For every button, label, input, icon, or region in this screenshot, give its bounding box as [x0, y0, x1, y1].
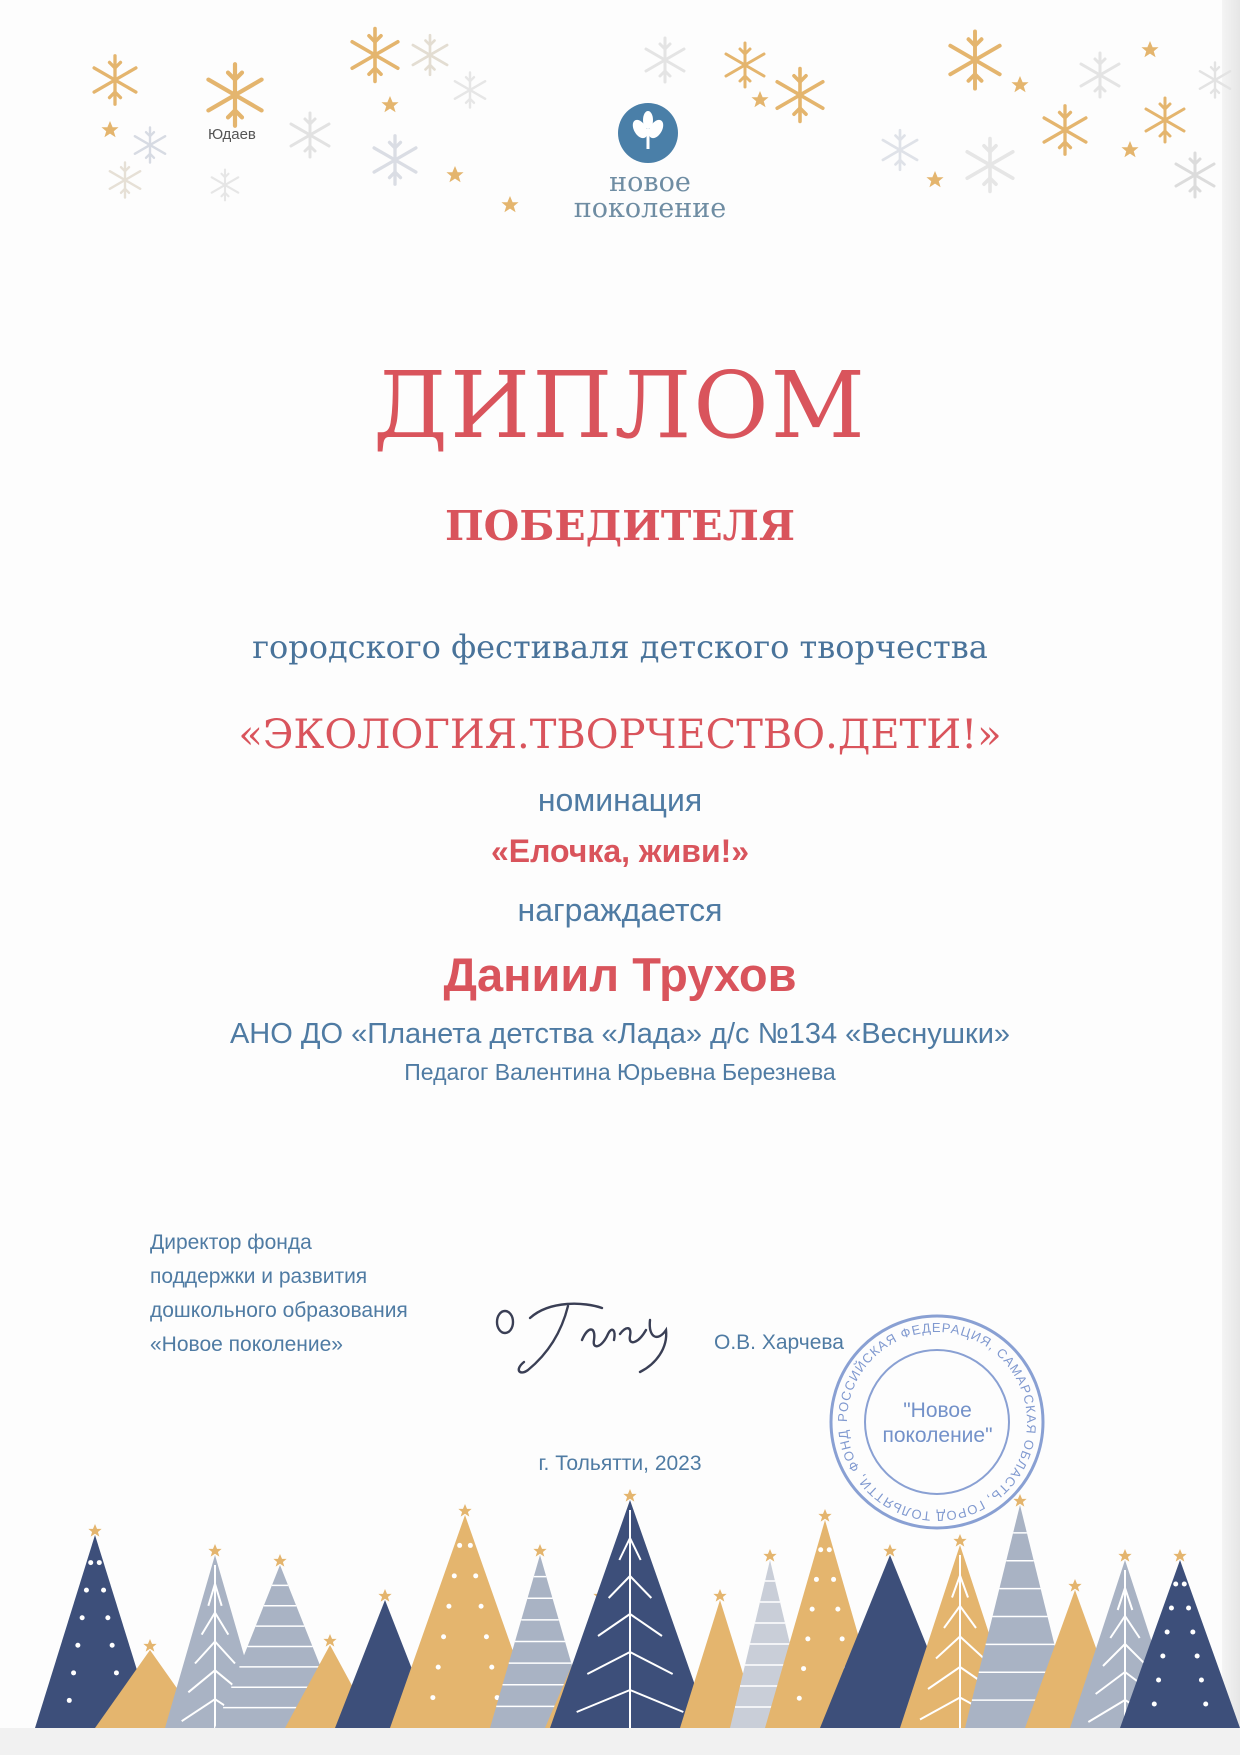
snowflake-icon	[950, 31, 999, 88]
snowflake-icon	[291, 113, 329, 157]
snowflake-icon	[94, 56, 136, 104]
star-icon	[101, 121, 118, 137]
stamp-ring-text: РОССИЙСКАЯ ФЕДЕРАЦИЯ, САМАРСКАЯ ОБЛАСТЬ, ГОРОД ТОЛЬЯТТИ, ФОНД	[834, 1319, 1040, 1525]
stamp-center-text	[825, 1398, 1050, 1448]
star-icon	[1121, 141, 1138, 157]
handwritten-signature	[490, 1290, 720, 1380]
star-icon	[1011, 76, 1028, 92]
awarded-label: награждается	[517, 892, 723, 928]
snowflake-icon	[777, 69, 823, 122]
director-title	[150, 1226, 408, 1362]
snowflake-icon	[1081, 53, 1119, 97]
star-icon	[381, 96, 398, 112]
signer-name: О.В. Харчева	[714, 1331, 844, 1354]
logo-line-2: поколение	[573, 193, 727, 224]
star-icon	[751, 91, 768, 107]
snowflake-icon	[1200, 62, 1230, 97]
snowflake-icon	[1146, 98, 1184, 142]
director-line: «Новое поколение»	[150, 1333, 343, 1356]
snowflake-icon	[212, 170, 239, 201]
nomination-name: «Елочка, живи!»	[490, 833, 750, 869]
snowflake-icon	[374, 136, 416, 184]
christmas-tree-icons	[35, 1489, 1240, 1728]
director-line: поддержки и развития	[150, 1265, 368, 1288]
logo-text	[555, 167, 745, 224]
city-year: г. Тольятти, 2023	[538, 1452, 702, 1475]
foundation-logo	[555, 78, 745, 238]
snowflake-icon	[413, 35, 447, 75]
festival-name: «ЭКОЛОГИЯ.ТВОРЧЕСТВО.ДЕТИ!»	[238, 712, 1002, 758]
snowflake-icon	[135, 127, 165, 162]
teacher: Педагог Валентина Юрьевна Березнева	[404, 1059, 836, 1085]
winner-name: Даниил Трухов	[443, 948, 797, 1001]
diploma-title: ДИПЛОМ	[373, 352, 867, 459]
diploma-subtitle: ПОБЕДИТЕЛЯ	[444, 502, 796, 550]
star-icon	[1141, 41, 1158, 57]
snowflake-icon	[110, 162, 140, 197]
christmas-tree-icon	[550, 1489, 710, 1728]
star-icon	[501, 196, 518, 212]
snowflake-icon	[208, 64, 261, 126]
round-stamp	[825, 1310, 1050, 1535]
snowflake-icon	[967, 139, 1013, 192]
festival-description: городского фестиваля детского творчества	[252, 628, 988, 666]
snowflake-icon	[883, 130, 917, 170]
logo-line-1: новое	[609, 167, 691, 198]
nomination-label: номинация	[537, 782, 703, 818]
star-icon	[926, 171, 943, 187]
organization: АНО ДО «Планета детства «Лада» д/с №134 «Веснушки»	[229, 1018, 1011, 1050]
snowflake-icon	[1044, 106, 1086, 154]
corner-tag: Юдаев	[208, 126, 256, 143]
director-line: Директор фонда	[150, 1231, 312, 1254]
snowflake-icon	[1176, 153, 1214, 197]
leaf-tree-icon	[618, 103, 678, 163]
stamp-line-1: "Новое	[903, 1399, 972, 1422]
snowflake-icon	[646, 38, 684, 82]
stamp-line-2: поколение"	[882, 1424, 993, 1447]
star-icon	[446, 166, 463, 182]
snowflake-icon	[352, 29, 398, 82]
snowflake-icon	[455, 72, 485, 107]
director-line: дошкольного образования	[150, 1299, 408, 1322]
